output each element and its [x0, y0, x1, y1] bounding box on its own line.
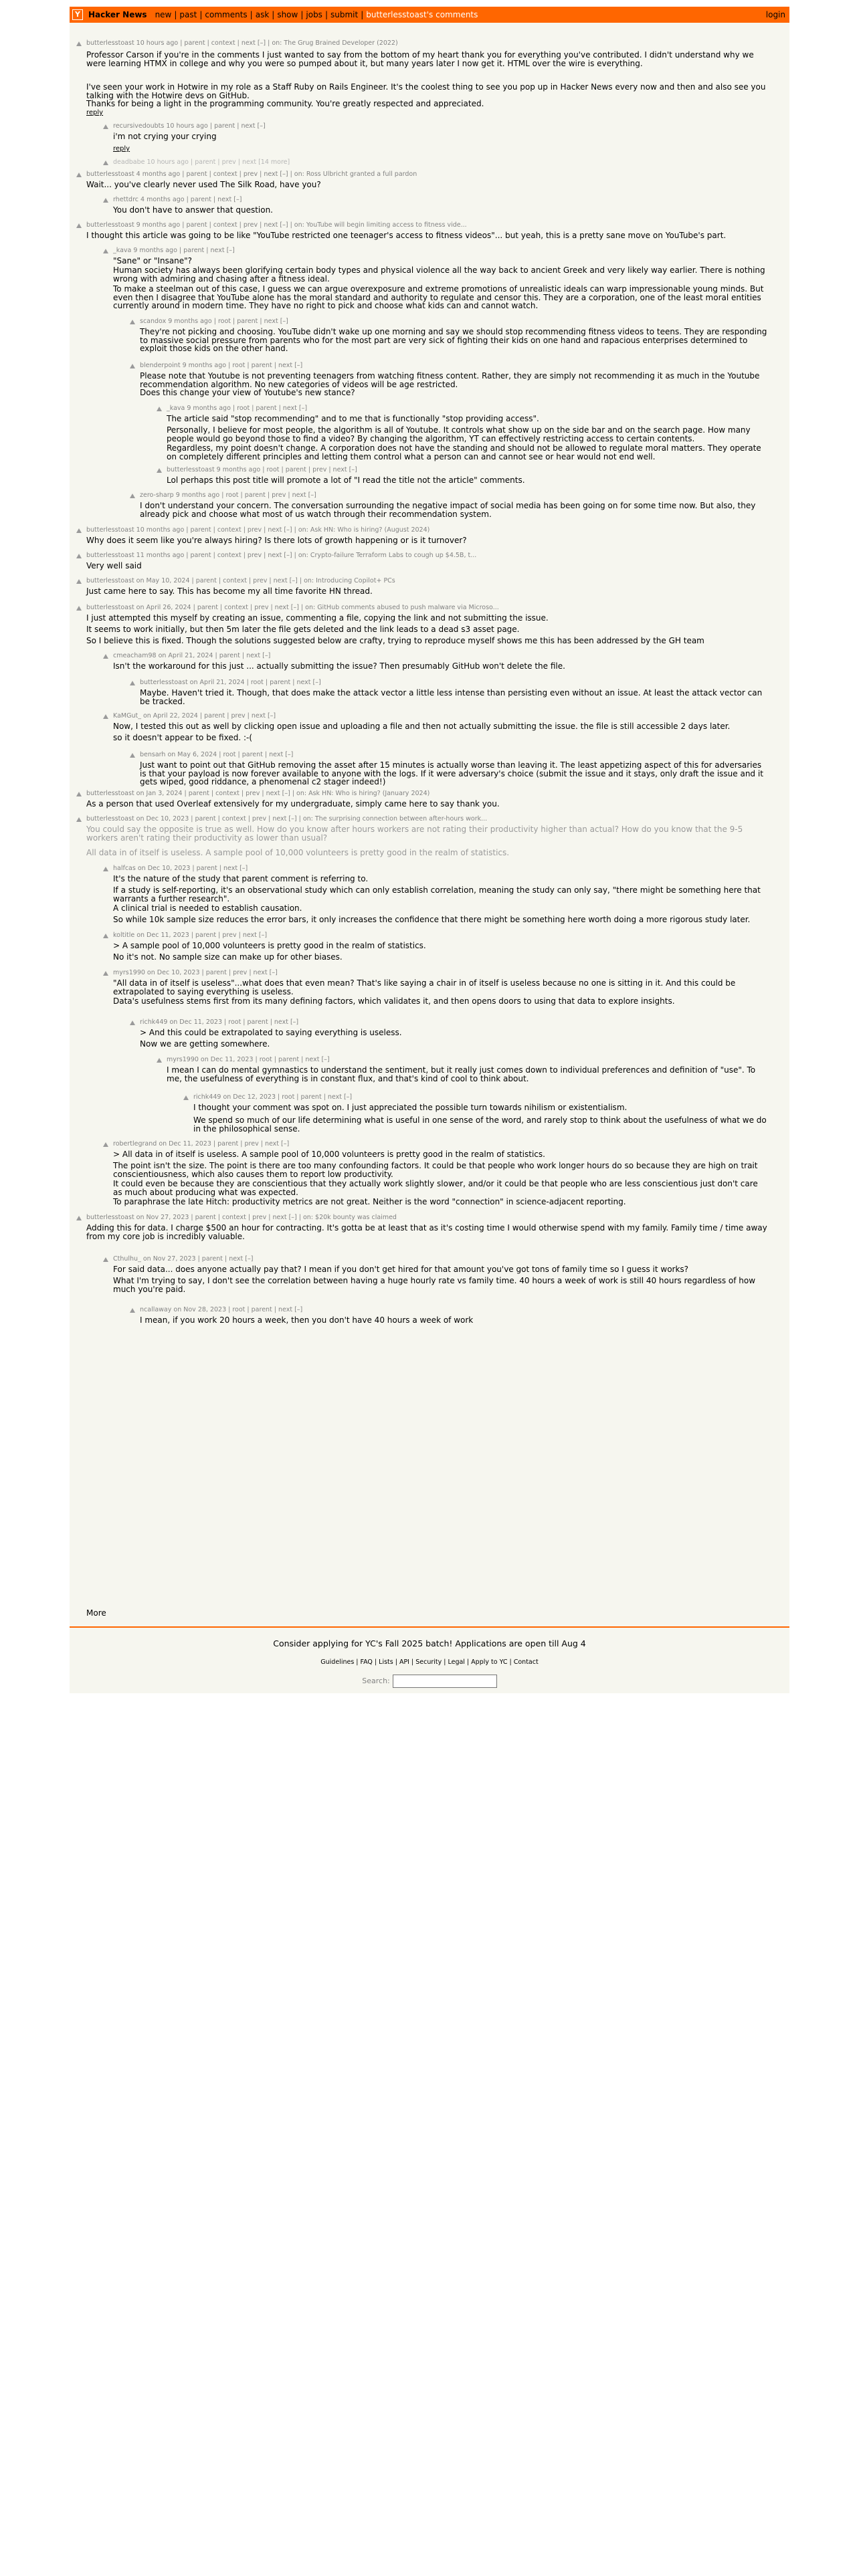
- search-input[interactable]: [393, 1675, 497, 1688]
- comment-meta[interactable]: blenderpoint 9 months ago | root | parent | next [–]: [140, 362, 303, 369]
- upvote-arrow-icon[interactable]: [76, 1216, 82, 1220]
- upvote-arrow-icon[interactable]: [103, 934, 108, 938]
- comment-text: > A sample pool of 10,000 volunteers is pretty good in the realm of statistics.: [113, 941, 426, 950]
- upvote-arrow-icon[interactable]: [76, 792, 82, 796]
- footer-links[interactable]: Guidelines | FAQ | Lists | API | Security | Legal | Apply to YC | Contact: [320, 1658, 539, 1666]
- comment-meta[interactable]: koltitle on Dec 11, 2023 | parent | prev | next [–]: [113, 932, 268, 939]
- comment-meta[interactable]: recursivedoubts 10 hours ago | parent | next [–]: [113, 122, 266, 130]
- comment-text: You could say the opposite is true as well. How do you know after hours workers are not rating their productivity higher than actual? How do you know that the 9-5 workers aren't rating their productivity as lower than usual?: [86, 825, 743, 843]
- comment-text: It could even be because they are conscientious that they actually work slightly slower, and/or it could be that people who are less conscientious just don't care as much about producing what was expected.: [113, 1179, 758, 1197]
- reply-link[interactable]: reply: [86, 109, 104, 116]
- comment-meta[interactable]: richk449 on Dec 12, 2023 | root | parent | next [–]: [193, 1093, 353, 1101]
- upvote-arrow-icon[interactable]: [130, 494, 135, 498]
- comment-text: The article said "stop recommending" and to me that is functionally "stop providing access".: [167, 414, 539, 423]
- login-link[interactable]: login: [765, 10, 785, 19]
- comment-text: Thanks for being a light in the programming community. You're greatly respected and appreciated.: [86, 99, 484, 108]
- comment-text: It seems to work initially, but then 5m later the file gets deleted and the link leads to a dead s3 asset page.: [86, 625, 520, 634]
- search-label: Search:: [362, 1677, 390, 1685]
- upvote-arrow-icon[interactable]: [103, 1257, 108, 1262]
- comment-text: Just came here to say. This has become my all time favorite HN thread.: [86, 586, 373, 596]
- upvote-arrow-icon[interactable]: [157, 1058, 162, 1063]
- yc-notice[interactable]: Consider applying for YC's Fall 2025 batch! Applications are open till Aug 4: [273, 1638, 586, 1648]
- page-frame: [70, 7, 789, 1693]
- comment-text: It's the nature of the study that parent comment is referring to.: [113, 874, 369, 883]
- comment-meta[interactable]: deadbabe 10 hours ago | parent | prev | next [14 more]: [113, 158, 290, 166]
- comment-meta[interactable]: myrs1990 on Dec 10, 2023 | parent | prev | next [–]: [113, 969, 278, 976]
- comment-text: No it's not. No sample size can make up for other biases.: [113, 952, 343, 962]
- upvote-arrow-icon[interactable]: [103, 654, 108, 659]
- comment-text: Regardless, my point doesn't change. A corporation does not have the standing and should not be allowed to regulate moral matters. They operate on completely different principles and letting them control what a person can and cannot see or hear would not end well.: [167, 443, 761, 461]
- comment-meta[interactable]: butterlesstoast on Jan 3, 2024 | parent | context | prev | next [–] | on: Ask HN: Who is hiring? (January 2024): [86, 790, 430, 797]
- comment-text: Isn't the workaround for this just ... actually submitting the issue? Then presumably GitHub won't delete the file.: [113, 661, 565, 671]
- upvote-arrow-icon[interactable]: [103, 1142, 108, 1147]
- comment-text: I mean, if you work 20 hours a week, then you don't have 40 hours a week of work: [140, 1315, 474, 1325]
- upvote-arrow-icon[interactable]: [103, 249, 108, 253]
- comment-text: Professor Carson if you're in the comments I just wanted to say from the bottom of my heart thank you for everything you've contributed. I didn't understand why we were learning HTMX in college and why you were so pumped about it, but many years later I now get it. HTML over the wire is everything.: [86, 50, 754, 68]
- upvote-arrow-icon[interactable]: [103, 124, 108, 129]
- upvote-arrow-icon[interactable]: [103, 198, 108, 203]
- upvote-arrow-icon[interactable]: [157, 468, 162, 473]
- footer-search: [70, 1675, 789, 1688]
- upvote-arrow-icon[interactable]: [103, 971, 108, 976]
- more-link[interactable]: More: [86, 1608, 106, 1618]
- comment-meta[interactable]: butterlesstoast 10 months ago | parent | context | prev | next [–] | on: Ask HN: Who is hiring? (August 2024): [86, 526, 430, 534]
- nav-show-link[interactable]: show: [277, 10, 298, 19]
- reply-link[interactable]: reply: [113, 145, 130, 152]
- comment-text: Please note that Youtube is not preventing teenagers from watching fitness content. Rather, they are simply not recommending it as much in the Youtube recommendation algorithm. No new categories of videos will be age restricted.: [140, 371, 760, 389]
- comment-text: Lol perhaps this post title will promote a lot of "I read the title not the article" comments.: [167, 475, 525, 485]
- upvote-arrow-icon[interactable]: [76, 528, 82, 533]
- comment-text: Very well said: [86, 561, 142, 570]
- comment-text: You don't have to answer that question.: [113, 205, 273, 215]
- comment-text: Does this change your view of Youtube's new stance?: [140, 388, 355, 397]
- upvote-arrow-icon[interactable]: [76, 554, 82, 558]
- site-name-link[interactable]: Hacker News: [88, 10, 147, 19]
- comment-meta[interactable]: bensarh on May 6, 2024 | root | parent | next [–]: [140, 751, 294, 758]
- upvote-arrow-icon[interactable]: [103, 867, 108, 871]
- upvote-arrow-icon[interactable]: [76, 173, 82, 177]
- comment-meta[interactable]: butterlesstoast 9 months ago | root | parent | prev | next [–]: [167, 466, 357, 473]
- upvote-arrow-icon[interactable]: [130, 681, 135, 685]
- comment-text: i'm not crying your crying: [113, 132, 217, 141]
- nav-ask-link[interactable]: ask: [255, 10, 270, 19]
- comment-text: Maybe. Haven't tried it. Though, that does make the attack vector a little less intense than persisting even without an issue. At least the attack vector can be tracked.: [140, 688, 763, 706]
- comment-meta[interactable]: butterlesstoast 4 months ago | parent | context | prev | next [–] | on: Ross Ulbricht granted a full pardon: [86, 171, 417, 178]
- upvote-arrow-icon[interactable]: [103, 714, 108, 719]
- comment-text: What I'm trying to say, I don't see the correlation between having a huge hourly rate vs family time. 40 hours a week of work is still 40 hours regardless of how much you're paid.: [113, 1276, 756, 1294]
- comment-meta[interactable]: myrs1990 on Dec 11, 2023 | root | parent | next [–]: [167, 1056, 330, 1063]
- comment-text: "Sane" or "Insane"?: [113, 256, 193, 265]
- comment-text: I've seen your work in Hotwire in my role as a Staff Ruby on Rails Engineer. It's the coolest thing to see you pop up in Hacker News every now and then and also see you talking with the Hotwire devs on GitHub.: [86, 82, 766, 100]
- comment-text: We spend so much of our life determining what is useful in one sense of the word, and rarely stop to think about the usefulness of what we do in the philosophical sense.: [193, 1115, 767, 1134]
- footer-divider: [70, 1626, 789, 1628]
- comment-meta[interactable]: butterlesstoast 9 months ago | parent | context | prev | next [–] | on: YouTube will begin limiting access to fitness vide...: [86, 221, 467, 229]
- comment-text: Now, I tested this out as well by clicking open issue and uploading a file and then not actually submitting the issue. the file is still accessible 2 days later.: [113, 722, 731, 731]
- upvote-arrow-icon[interactable]: [76, 223, 82, 228]
- comment-text: > And this could be extrapolated to saying everything is useless.: [140, 1028, 402, 1037]
- comment-meta[interactable]: robertlegrand on Dec 11, 2023 | parent | prev | next [–]: [113, 1140, 290, 1148]
- comment-text: Now we are getting somewhere.: [140, 1039, 270, 1049]
- comment-text: Just want to point out that GitHub removing the asset after 15 minutes is actually worse than leaving it. The least appetizing aspect of this for adversaries is that your payload is now forever available to anyone with the logs. If it were adversary's choice (submit the issue and it stays, only draft the issue and it gets wiped, good riddance, a phenomenal c2 stager indeed!): [140, 760, 763, 786]
- top-bar: Y Hacker News new | past | comments | ask | show | jobs | submit | butterlesstoast's comments login: [70, 7, 789, 23]
- upvote-arrow-icon[interactable]: [130, 753, 135, 758]
- upvote-arrow-icon[interactable]: [130, 364, 135, 368]
- upvote-arrow-icon[interactable]: [130, 1308, 135, 1313]
- comment-text: To paraphrase the late Hitch: productivity metrics are not great. Neither is the word "connection" in science-adjacent reporting.: [113, 1197, 626, 1206]
- comment-text: Human society has always been glorifying certain body types and physical violence all the way back to ancient Greek and very likely way earlier. There is nothing wrong with admiring and chasing after a fitness ideal.: [113, 265, 765, 284]
- nav-submit-link[interactable]: submit: [330, 10, 359, 19]
- comment-meta[interactable]: Cthulhu_ on Nov 27, 2023 | parent | next [–]: [113, 1255, 254, 1263]
- comment-meta[interactable]: butterlesstoast 11 months ago | parent | context | prev | next [–] | on: Crypto-failure Terraform Labs to cough up $4.5B, t...: [86, 552, 477, 559]
- comment-text: I don't understand your concern. The conversation surrounding the negative impact of social media has been going on for some time now. But also, they already pick and choose what most of us watch through their recommendation system.: [140, 501, 756, 519]
- comment-text: I thought your comment was spot on. I just appreciated the possible turn towards nihilism or existentialism.: [193, 1103, 628, 1112]
- comment-text: A clinical trial is needed to establish causation.: [113, 903, 302, 913]
- nav-past-link[interactable]: past: [179, 10, 197, 19]
- comment-meta[interactable]: zero-sharp 9 months ago | root | parent | prev | next [–]: [140, 492, 316, 499]
- comment-meta[interactable]: butterlesstoast on May 10, 2024 | parent | context | prev | next [–] | on: Introducing Copilot+ PCs: [86, 577, 395, 584]
- comment-text: Personally, I believe for most people, the algorithm is all of Youtube. It controls what show up on the side bar and on the search page. How many people would go beyond those to find a video? By changing the algorithm, YT can effectively restricting access to certain contents.: [167, 425, 751, 443]
- comment-text: They're not picking and choosing. YouTube didn't wake up one morning and say we should stop recommending fitness videos to teens. They are responding to massive social pressure from parents who for the most part are very sick of fighting their kids on one hand and rapacious enterprises determined to exploit those kids on the other hand.: [140, 327, 767, 353]
- comment-meta[interactable]: rhettdrc 4 months ago | parent | next [–]: [113, 196, 242, 203]
- comment-text: Wait... you've clearly never used The Silk Road, have you?: [86, 180, 321, 189]
- upvote-arrow-icon[interactable]: [76, 606, 82, 611]
- comment-meta[interactable]: _kava 9 months ago | root | parent | next [–]: [167, 405, 308, 412]
- nav-new-link[interactable]: new: [155, 10, 172, 19]
- comment-text: All data in of itself is useless. A sample pool of 10,000 volunteers is pretty good in the realm of statistics.: [86, 848, 510, 857]
- comment-meta[interactable]: butterlesstoast 10 hours ago | parent | context | next [–] | on: The Grug Brained Developer (2022): [86, 39, 398, 47]
- comment-meta[interactable]: scandox 9 months ago | root | parent | next [–]: [140, 318, 288, 325]
- upvote-arrow-icon[interactable]: [130, 320, 135, 324]
- comment-meta[interactable]: KaMGut_ on April 22, 2024 | parent | prev | next [–]: [113, 712, 276, 720]
- comment-meta[interactable]: butterlesstoast on April 26, 2024 | parent | context | prev | next [–] | on: GitHub comments abused to push malware via Microso...: [86, 604, 499, 611]
- comment-meta[interactable]: _kava 9 months ago | parent | next [–]: [113, 247, 235, 254]
- upvote-arrow-icon[interactable]: [103, 160, 108, 165]
- comment-text: To make a steelman out of this case, I guess we can argue overexposure and extreme promotions of unrealistic ideals can warp impressionable young minds. But even then I disagree that YouTube alone has the moral standard and authority to regulate and censor this. They are a corporation, one of the least moral entities currently around in modern time. They have no right to pick and choose what kids can and cannot watch.: [113, 284, 764, 310]
- comment-text: > All data in of itself is useless. A sample pool of 10,000 volunteers is pretty good in the realm of statistics.: [113, 1150, 545, 1159]
- nav-jobs-link[interactable]: jobs: [306, 10, 322, 19]
- comment-meta[interactable]: cmeacham98 on April 21, 2024 | parent | next [–]: [113, 652, 271, 659]
- comment-meta[interactable]: butterlesstoast on Nov 27, 2023 | parent | context | prev | next [–] | on: $20k bounty was claimed: [86, 1214, 397, 1221]
- upvote-arrow-icon[interactable]: [76, 579, 82, 584]
- comment-meta[interactable]: ncallaway on Nov 28, 2023 | root | parent | next [–]: [140, 1306, 303, 1313]
- comment-text: I just attempted this myself by creating an issue, commenting a file, copying the link and not submitting the issue.: [86, 613, 549, 623]
- comment-text: Adding this for data. I charge $500 an hour for contracting. It's gotta be at least that as it's costing time I would otherwise spend with my family. Family time / time away from my core job is incredibly valuable.: [86, 1223, 767, 1241]
- comment-text: For said data... does anyone actually pay that? I mean if you don't get hired for that amount you've got tons of family time so I guess it works?: [113, 1265, 689, 1274]
- comment-text: Data's usefulness stems first from its many defining factors, which validates it, and then opens doors to using that data to explore insights.: [113, 996, 675, 1006]
- comment-text: If a study is self-reporting, it's an observational study which can only establish correlation, meaning the study can only say, "there might be something here that warrants a further research".: [113, 885, 761, 903]
- user-comments-title: butterlesstoast's comments: [366, 10, 478, 19]
- comment-text: I thought this article was going to be like "YouTube restricted one teenager's access to fitness videos"... but yeah, this is a pretty sane move on YouTube's part.: [86, 231, 727, 240]
- comment-text: so it doesn't appear to be fixed. :-(: [113, 733, 253, 742]
- comment-meta[interactable]: butterlesstoast on April 21, 2024 | root | parent | next [–]: [140, 679, 321, 686]
- nav-comments-link[interactable]: comments: [205, 10, 248, 19]
- comment-meta[interactable]: richk449 on Dec 11, 2023 | root | parent | next [–]: [140, 1018, 299, 1026]
- y-logo-icon[interactable]: Y: [72, 9, 83, 20]
- comment-text: "All data in of itself is useless"...what does that even mean? That's like saying a chair in of itself is useless because no one is sitting in it. And this could be extrapolated to saying everything is useless.: [113, 978, 736, 996]
- comment-text: As a person that used Overleaf extensively for my undergraduate, simply came here to say thank you.: [86, 799, 500, 809]
- comment-meta[interactable]: halfcas on Dec 10, 2023 | parent | next [–]: [113, 865, 248, 872]
- comment-text: Why does it seem like you're always hiring? Is there lots of growth happening or is it turnover?: [86, 536, 467, 545]
- upvote-arrow-icon[interactable]: [76, 41, 82, 46]
- upvote-arrow-icon[interactable]: [157, 407, 162, 411]
- comment-meta[interactable]: butterlesstoast on Dec 10, 2023 | parent | context | prev | next [–] | on: The surprising connection between after-hours work...: [86, 815, 488, 823]
- upvote-arrow-icon[interactable]: [183, 1095, 189, 1100]
- comment-text: So while 10k sample size reduces the error bars, it only increases the confidence that there might be something here worth doing a more rigorous study later.: [113, 915, 751, 924]
- upvote-arrow-icon[interactable]: [76, 817, 82, 822]
- comment-text: So I believe this is fixed. Though the solutions suggested below are crafty, trying to reproduce myself shows me this has been addressed by the GH team: [86, 636, 704, 645]
- comment-text: I mean I can do mental gymnastics to understand the sentiment, but it really just comes down to individual preferences and definition of "use". To me, the usefulness of everything is in constant flux, and that's kind of cool to think about.: [167, 1065, 756, 1083]
- upvote-arrow-icon[interactable]: [130, 1021, 135, 1025]
- comment-text: The point isn't the size. The point is there are too many confounding factors. It could be that people who work longer hours do so because they are high on trait conscientiousness, which also causes them to report low productivity.: [113, 1161, 758, 1179]
